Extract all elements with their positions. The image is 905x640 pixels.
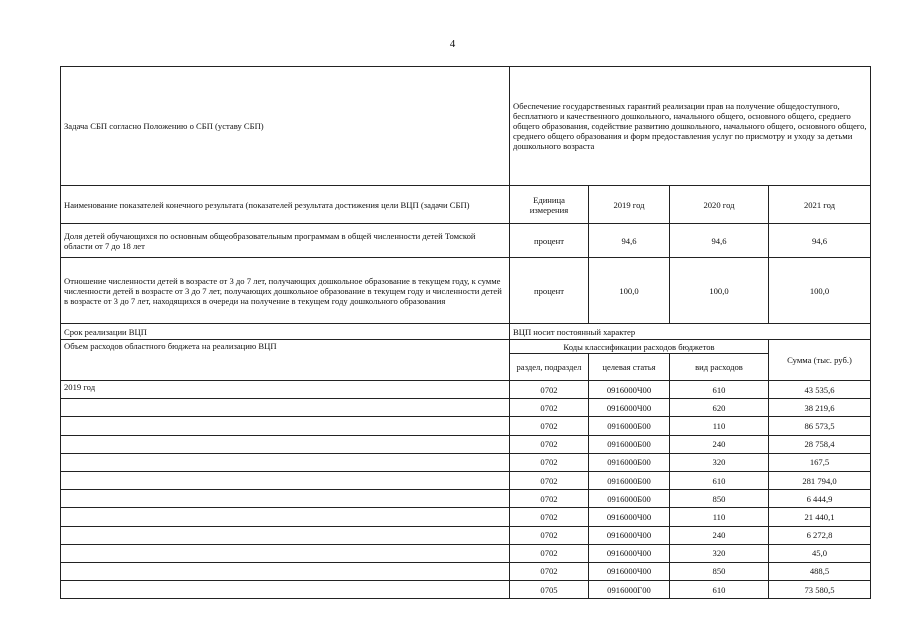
page-number: 4 [449, 38, 456, 50]
row-sum: 73 580,5 [769, 581, 871, 599]
row-target: 0916000Б00 [589, 417, 670, 435]
row-sum: 6 444,9 [769, 490, 871, 508]
row-type: 240 [670, 436, 769, 454]
row-type: 610 [670, 581, 769, 599]
row-target: 0916000Б00 [589, 472, 670, 490]
year-cell-empty [60, 417, 510, 435]
row-target: 0916000Ч00 [589, 545, 670, 563]
row-section: 0702 [510, 436, 589, 454]
indicator-header-2019: 2019 год [589, 186, 670, 224]
row-section: 0702 [510, 545, 589, 563]
year-cell-empty [60, 490, 510, 508]
row-section: 0702 [510, 454, 589, 472]
row-type: 110 [670, 508, 769, 526]
row-type: 240 [670, 527, 769, 545]
row-type: 850 [670, 563, 769, 581]
row-type: 850 [670, 490, 769, 508]
row-section: 0702 [510, 381, 589, 399]
indicator-2019: 100,0 [589, 258, 670, 324]
row-target: 0916000Г00 [589, 581, 670, 599]
year-cell-empty [60, 399, 510, 417]
indicator-2020: 100,0 [670, 258, 769, 324]
codes-header: Коды классификации расходов бюджетов [510, 340, 769, 354]
row-type: 620 [670, 399, 769, 417]
year-cell-empty [60, 545, 510, 563]
expenses-label: Объем расходов областного бюджета на реализацию ВЦП [60, 340, 510, 381]
year-cell-empty [60, 436, 510, 454]
row-section: 0702 [510, 399, 589, 417]
indicator-unit: процент [510, 224, 589, 258]
task-label: Задача СБП согласно Положению о СБП (уставу СБП) [60, 66, 510, 186]
year-cell-empty [60, 527, 510, 545]
year-cell-empty [60, 508, 510, 526]
row-section: 0702 [510, 417, 589, 435]
indicator-name: Отношение численности детей в возрасте от 3 до 7 лет, получающих дошкольное образование в текущем году, к сумме численности детей в возрасте от 3 до 7 лет, получающих дошкольное образование в текущем году и численности детей в возрасте от 3 до 7 лет, находящихся в очереди на получение в текущем году дошкольного образования [60, 258, 510, 324]
row-sum: 86 573,5 [769, 417, 871, 435]
row-section: 0702 [510, 527, 589, 545]
row-target: 0916000Б00 [589, 436, 670, 454]
year-cell-empty [60, 581, 510, 599]
indicator-header-2020: 2020 год [670, 186, 769, 224]
row-target: 0916000Ч00 [589, 508, 670, 526]
row-section: 0702 [510, 508, 589, 526]
indicator-unit: процент [510, 258, 589, 324]
col-type-header: вид расходов [670, 354, 769, 381]
col-sum-header: Сумма (тыс. руб.) [769, 340, 871, 381]
year-cell-empty [60, 472, 510, 490]
row-section: 0705 [510, 581, 589, 599]
col-section-header: раздел, подраздел [510, 354, 589, 381]
row-sum: 45,0 [769, 545, 871, 563]
program-table [60, 66, 871, 599]
row-section: 0702 [510, 472, 589, 490]
indicator-header-2021: 2021 год [769, 186, 871, 224]
row-sum: 281 794,0 [769, 472, 871, 490]
task-value: Обеспечение государственных гарантий реализации прав на получение общедоступного, бесплатного и качественного дошкольного, начального общего, основного общего, среднего общего образования, содействие развитию дошкольного, начального общего, основного общего, среднего общего образования и форм предоставления услуг по присмотру и уходу за детьми дошкольного возраста [510, 66, 871, 186]
row-sum: 488,5 [769, 563, 871, 581]
row-sum: 38 219,6 [769, 399, 871, 417]
row-target: 0916000Б00 [589, 490, 670, 508]
row-sum: 28 758,4 [769, 436, 871, 454]
row-target: 0916000Ч00 [589, 381, 670, 399]
indicator-2020: 94,6 [670, 224, 769, 258]
row-type: 320 [670, 545, 769, 563]
row-target: 0916000Ч00 [589, 563, 670, 581]
row-target: 0916000Ч00 [589, 527, 670, 545]
indicator-2019: 94,6 [589, 224, 670, 258]
row-sum: 6 272,8 [769, 527, 871, 545]
indicator-header-unit: Единица измерения [510, 186, 589, 224]
indicator-2021: 100,0 [769, 258, 871, 324]
row-target: 0916000Б00 [589, 454, 670, 472]
row-sum: 43 535,6 [769, 381, 871, 399]
indicator-name: Доля детей обучающихся по основным общеобразовательным программам в общей численности детей Томской области от 7 до 18 лет [60, 224, 510, 258]
row-type: 610 [670, 381, 769, 399]
row-type: 610 [670, 472, 769, 490]
row-section: 0702 [510, 563, 589, 581]
row-type: 110 [670, 417, 769, 435]
term-label: Срок реализации ВЦП [60, 324, 510, 340]
row-sum: 21 440,1 [769, 508, 871, 526]
year-label: 2019 год [60, 381, 510, 399]
row-type: 320 [670, 454, 769, 472]
row-target: 0916000Ч00 [589, 399, 670, 417]
col-target-header: целевая статья [589, 354, 670, 381]
year-cell-empty [60, 454, 510, 472]
row-section: 0702 [510, 490, 589, 508]
row-sum: 167,5 [769, 454, 871, 472]
indicator-header-name: Наименование показателей конечного результата (показателей результата достижения цели ВЦП (задачи СБП) [60, 186, 510, 224]
term-value: ВЦП носит постоянный характер [510, 324, 871, 340]
indicator-2021: 94,6 [769, 224, 871, 258]
year-cell-empty [60, 563, 510, 581]
